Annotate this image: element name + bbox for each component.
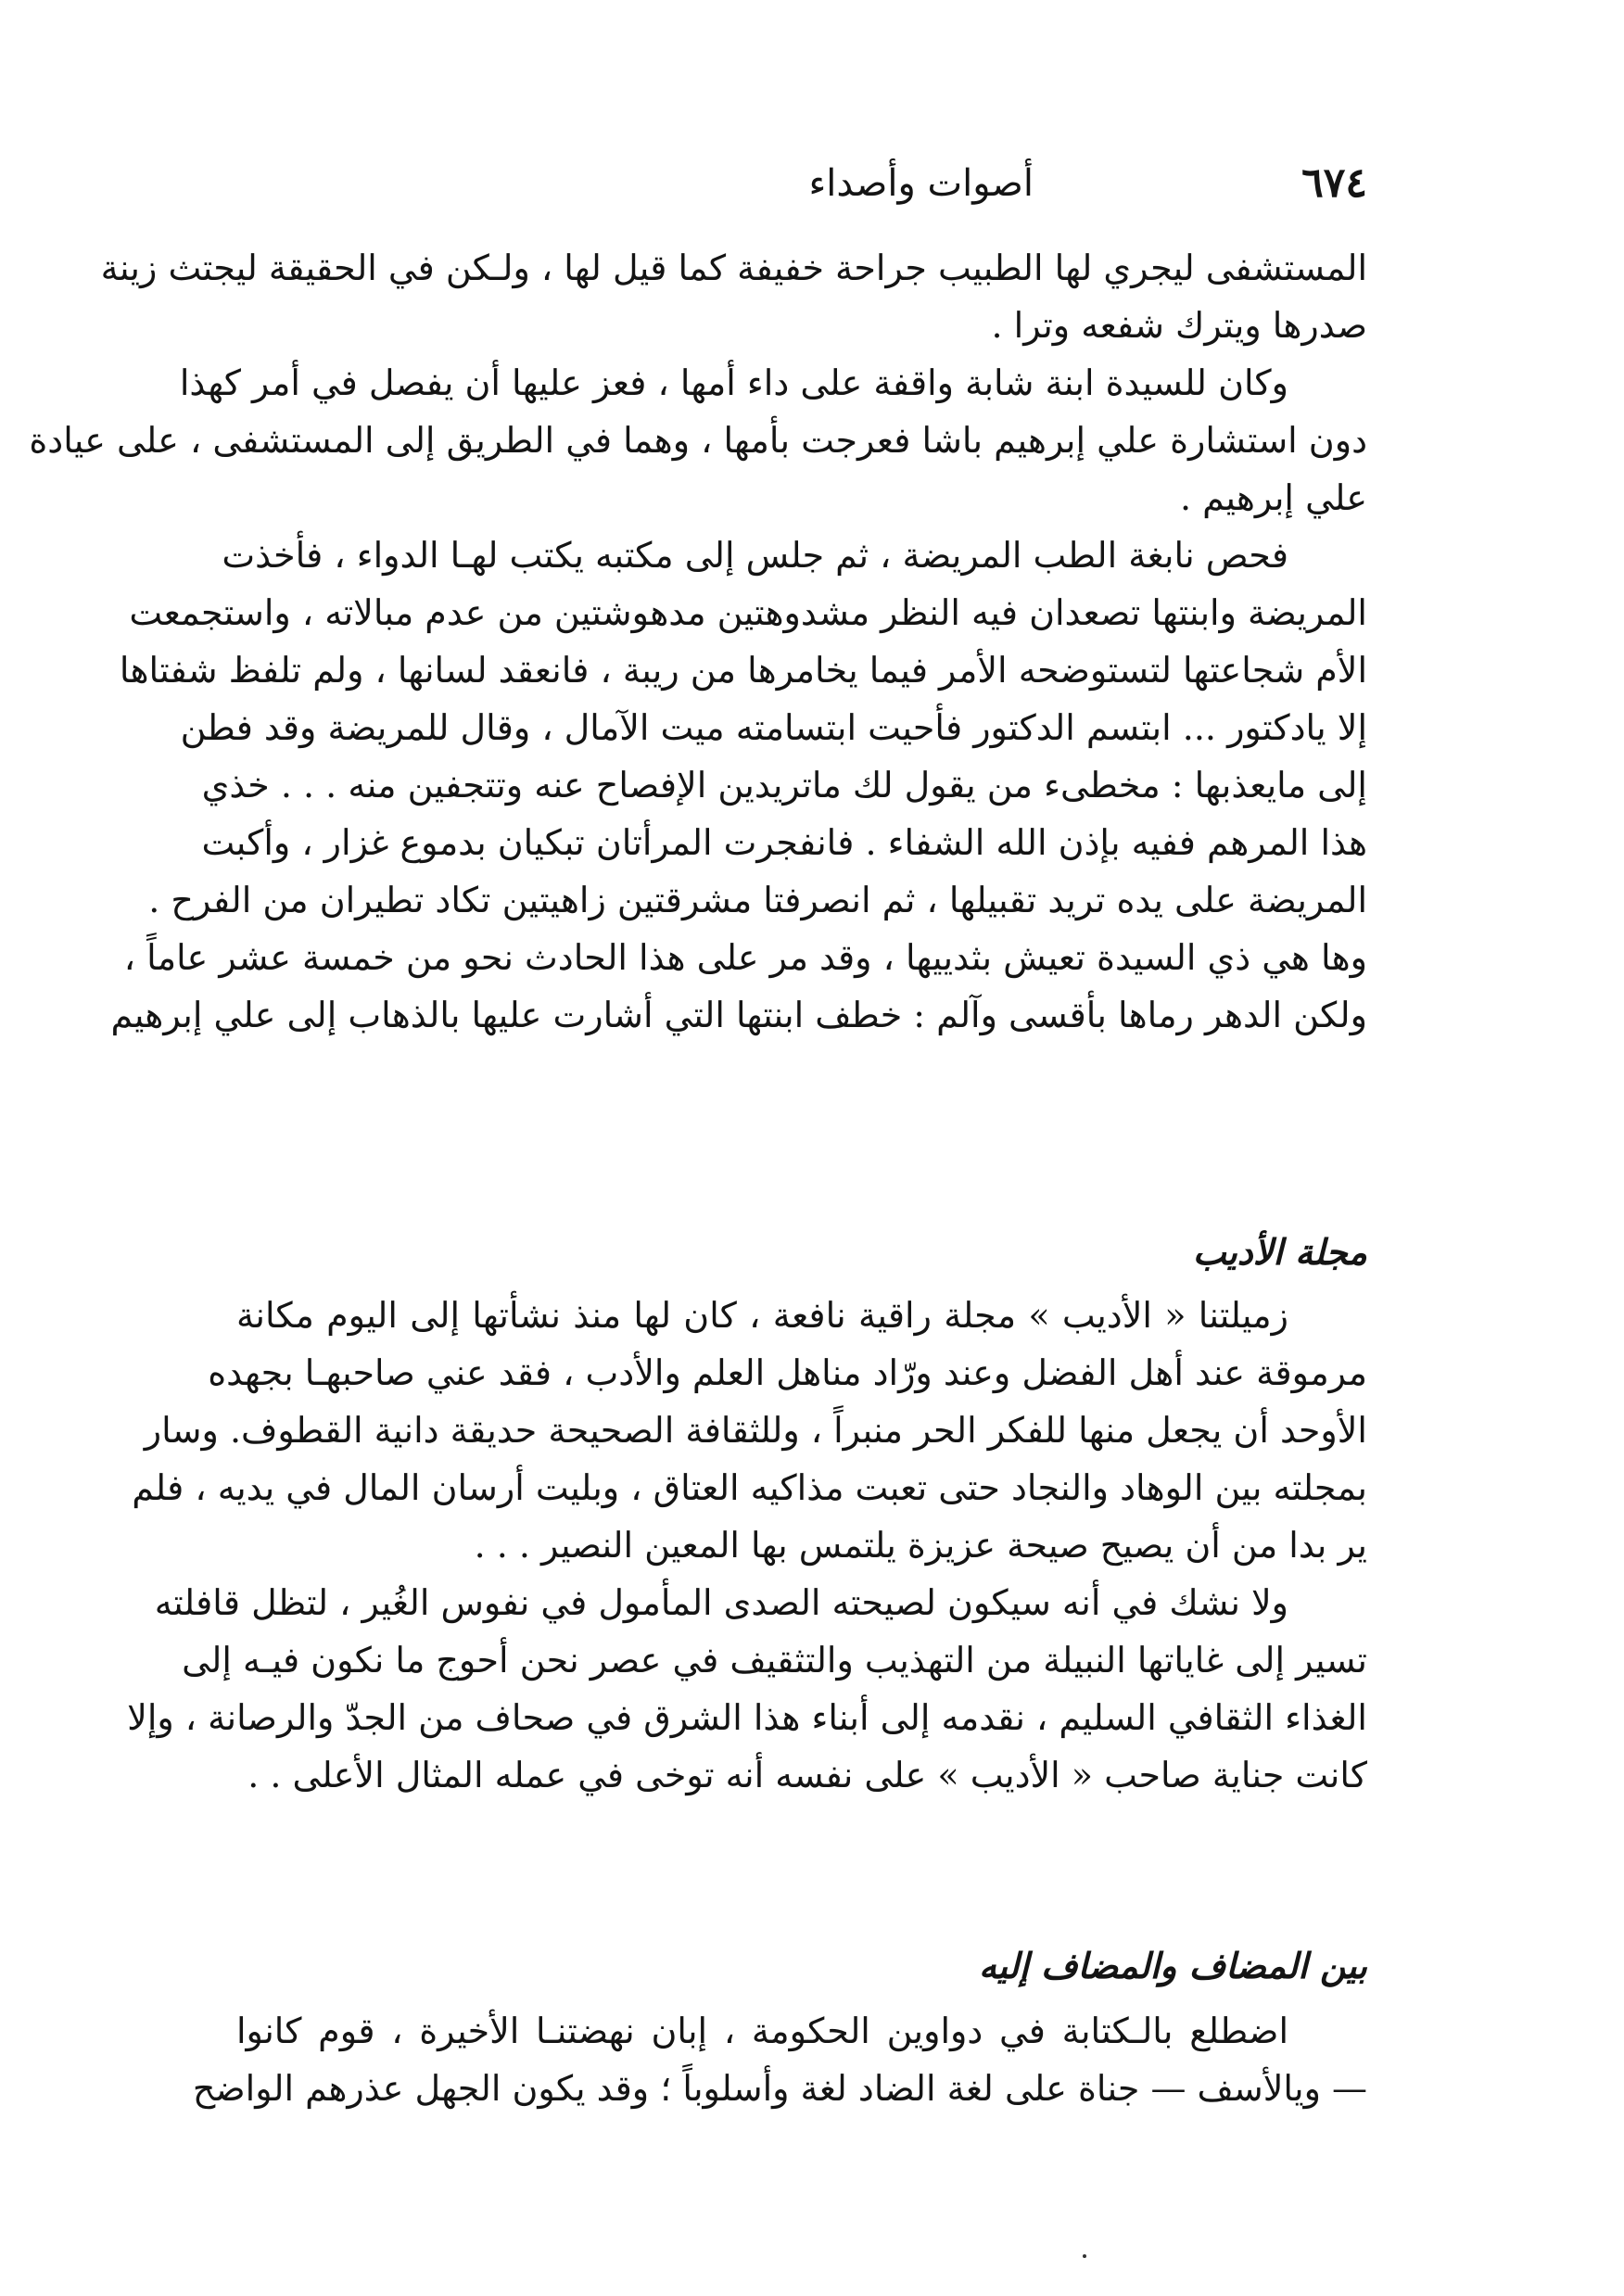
text-line: إلا يادكتور ... ابتسم الدكتور فأحيت ابتسامته ميت الآمال ، وقال للمريضة وقد فطن	[180, 707, 1367, 748]
text-line: المريضة على يده تريد تقبيلها ، ثم انصرفتا مشرقتين زاهيتين تكاد تطيران من الفرح .	[148, 880, 1367, 920]
text-line: الأم شجاعتها لتستوضحه الأمر فيما يخامرها من ريبة ، فانعقد لسانها ، ولم تلفظ شفتاها	[119, 650, 1367, 691]
text-line: زميلتنا « الأديب » مجلة راقية نافعة ، كان لها منذ نشأتها إلى اليوم مكانة	[236, 1295, 1288, 1336]
text-line: ير بدا من أن يصيح صيحة عزيزة يلتمس بها المعين النصير . . .	[474, 1525, 1367, 1566]
text-line: علي إبرهيم .	[1179, 477, 1367, 518]
text-line: المستشفى ليجري لها الطبيب جراحة خفيفة كما قيل لها ، ولـكن في الحقيقة ليجتث زينة	[100, 247, 1367, 288]
section-2-text	[127, 1287, 1367, 1804]
text-line: — ويالأسف — جناة على لغة الضاد لغة وأسلوباً ؛ وقد يكون الجهل عذرهم الواضح	[192, 2068, 1367, 2109]
text-line: وكان للسيدة ابنة شابة واقفة على داء أمها ، فعز عليها أن يفصل في أمر كهذا	[179, 362, 1288, 403]
text-line: بمجلته بين الوهاد والنجاد حتى تعبت مذاكيه العتاق ، وبليت أرسان المال في يديه ، فلم	[132, 1467, 1367, 1508]
text-line: هذا المرهم ففيه بإذن الله الشفاء . فانفجرت المرأتان تبكيان بدموع غزار ، وأكبت	[201, 822, 1367, 863]
running-title: أصوات وأصداء	[808, 162, 1034, 205]
text-line: فحص نابغة الطب المريضة ، ثم جلس إلى مكتبه يكتب لهـا الدواء ، فأخذت	[222, 535, 1288, 576]
bottom-dot	[1083, 2254, 1086, 2258]
section-3-text	[192, 2002, 1367, 2117]
text-line: تسير إلى غاياتها النبيلة من التهذيب والتثقيف في عصر نحن أحوج ما نكون فيـه إلى	[182, 1640, 1367, 1681]
text-line: الأوحد أن يجعل منها للفكر الحر منبراً ، وللثقافة الصحيحة حديقة دانية القطوف. وسار	[144, 1410, 1367, 1451]
text-line: دون استشارة علي إبرهيم باشا فعرجت بأمها ، وهما في الطريق إلى المستشفى ، على عيادة	[29, 420, 1367, 461]
section-heading-mudaf: بين المضاف والمضاف إليه	[978, 1945, 1367, 1986]
text-line: صدرها ويترك شفعه وترا .	[991, 305, 1367, 346]
text-line: مرموقة عند أهل الفضل وعند ورّاد مناهل العلم والأدب ، فقد عني صاحبهـا بجهده	[208, 1352, 1367, 1393]
section-1-text	[29, 239, 1367, 1044]
section-heading-adib: مجلة الأديب	[1192, 1231, 1367, 1273]
page-number: ٦٧٤	[1301, 159, 1367, 207]
text-line: الغذاء الثقافي السليم ، نقدمه إلى أبناء هذا الشرق في صحاف من الجدّ والرصانة ، وإلا	[127, 1697, 1367, 1738]
page-header	[236, 156, 1367, 211]
text-line: إلى مايعذبها : مخطىء من يقول لك ماتريدين الإفصاح عنه وتتجفين منه . . . خذي	[201, 765, 1367, 806]
text-line: كانت جناية صاحب « الأديب » على نفسه أنه توخى في عمله المثال الأعلى . .	[247, 1755, 1367, 1795]
text-line: المريضة وابنتها تصعدان فيه النظر مشدوهتين مدهوشتين من عدم مبالاته ، واستجمعت	[129, 592, 1367, 633]
text-line: اضطلع بالـكتابة في دواوين الحكومة ، إبان نهضتنـا الأخيرة ، قوم كانوا	[236, 2011, 1288, 2051]
text-line: وها هي ذي السيدة تعيش بثدييها ، وقد مر على هذا الحادث نحو من خمسة عشر عاماً ،	[123, 937, 1367, 978]
text-line: ولكن الدهر رماها بأقسى وآلم : خطف ابنتها التي أشارت عليها بالذهاب إلى علي إبرهيم	[110, 995, 1367, 1035]
text-line: ولا نشك في أنه سيكون لصيحته الصدى المأمول في نفوس الغُير ، لتظل قافلته	[154, 1582, 1288, 1623]
